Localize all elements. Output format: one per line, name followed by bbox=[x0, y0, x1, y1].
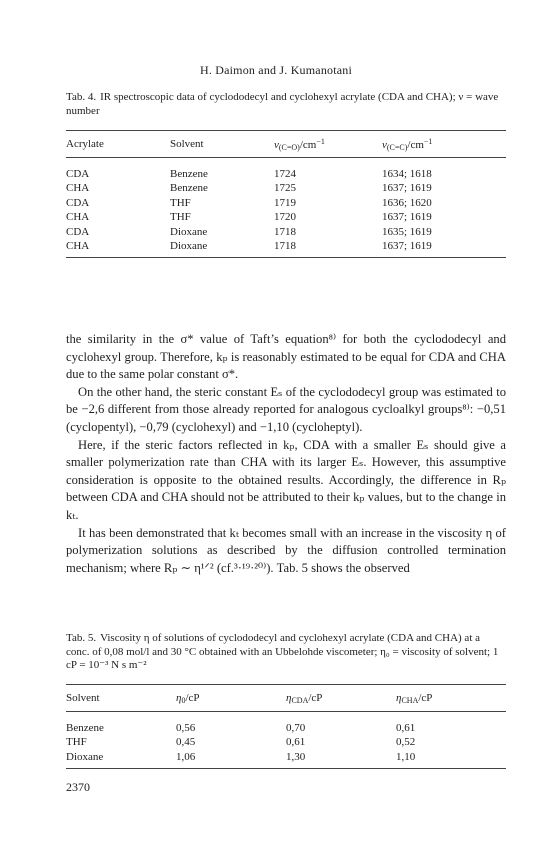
cell-nu-cc: 1637; 1619 bbox=[382, 211, 432, 224]
cell-eta0: 0,45 bbox=[176, 736, 196, 749]
eta-cda-unit: /cP bbox=[308, 691, 323, 704]
table5-col-eta-cha bbox=[396, 685, 506, 712]
paragraph: Here, if the steric factors reflected in kₚ, CDA with a smaller Eₛ should give a smaller polymerization rate than CHA with its larger Eₛ. However, this assumptive consideration is opposite to the obtained results. Accordingly, the difference in Rₚ between CDA and CHA should not be attributed to their kₚ values, but to the change in kₜ. bbox=[66, 437, 506, 522]
cell-eta-cha: 1,10 bbox=[396, 750, 506, 769]
table4-caption bbox=[66, 91, 506, 118]
cell-solvent: THF bbox=[170, 211, 191, 224]
paragraph: It has been demonstrated that kₜ becomes small with an increase in the viscosity η of polymerization solutions as described by the diffusion controlled termination mechanism; where Rₚ ∼ η¹ᐟ² (cf.³·¹⁹·²⁰⁾). Tab. 5 shows the observed bbox=[66, 525, 506, 575]
eta-cha-sub: CHA bbox=[401, 695, 419, 705]
nu-co-symbol: ν bbox=[274, 138, 279, 151]
cell-eta-cha: 0,52 bbox=[396, 736, 416, 749]
cell-solvent: Benzene bbox=[170, 168, 208, 180]
cell-acrylate: CHA bbox=[66, 182, 90, 195]
cell-solvent: Dioxane bbox=[170, 239, 274, 258]
cell-nu-co: 1724 bbox=[274, 168, 296, 180]
running-head: H. Daimon and J. Kumanotani bbox=[199, 63, 353, 77]
cell-solvent: Dioxane bbox=[66, 750, 176, 769]
cell-eta-cda: 1,30 bbox=[286, 750, 396, 769]
cell-acrylate: CDA bbox=[66, 168, 90, 180]
nu-cc-exp: −1 bbox=[423, 136, 433, 146]
cell-nu-co: 1720 bbox=[274, 211, 296, 224]
cell-nu-cc: 1637; 1619 bbox=[382, 239, 506, 258]
nu-cc-unit: /cm bbox=[407, 138, 424, 151]
table-row bbox=[66, 735, 506, 749]
table5-col-eta0 bbox=[176, 685, 286, 712]
nu-co-exp: −1 bbox=[316, 136, 325, 146]
table5-caption bbox=[66, 632, 506, 673]
eta-cda-sub: CDA bbox=[291, 695, 309, 705]
nu-cc-sub: (C=C) bbox=[386, 142, 408, 152]
table4-col-acrylate: Acrylate bbox=[66, 131, 170, 158]
nu-cc-symbol: ν bbox=[382, 138, 387, 151]
eta-cha-symbol: η bbox=[396, 691, 402, 704]
cell-eta0: 0,56 bbox=[176, 722, 196, 734]
eta0-sub: 0 bbox=[181, 695, 186, 705]
cell-solvent: THF bbox=[66, 736, 87, 749]
table-row bbox=[66, 196, 506, 210]
table4-col-nu-cc bbox=[382, 131, 506, 158]
nu-co-sub: (C=O) bbox=[278, 142, 300, 152]
cell-nu-co: 1718 bbox=[274, 225, 296, 238]
cell-solvent: Benzene bbox=[170, 182, 208, 195]
table-row bbox=[66, 750, 506, 769]
table5 bbox=[66, 684, 506, 769]
cell-solvent: Dioxane bbox=[170, 225, 208, 238]
table-row bbox=[66, 239, 506, 258]
cell-nu-cc: 1634; 1618 bbox=[382, 168, 432, 180]
page-number: 2370 bbox=[66, 780, 90, 794]
table4-caption-text: IR spectroscopic data of cyclododecyl and cyclohexyl acrylate (CDA and CHA); ν = wave number bbox=[66, 91, 499, 117]
cell-eta0: 1,06 bbox=[176, 750, 286, 769]
table-row bbox=[66, 712, 506, 736]
cell-acrylate: CDA bbox=[66, 225, 90, 238]
body-text bbox=[66, 331, 506, 577]
table-row bbox=[66, 210, 506, 224]
eta-cha-unit: /cP bbox=[418, 691, 433, 704]
cell-nu-cc: 1636; 1620 bbox=[382, 196, 432, 209]
cell-eta-cda: 0,70 bbox=[286, 722, 306, 734]
cell-nu-cc: 1637; 1619 bbox=[382, 182, 432, 195]
cell-acrylate: CDA bbox=[66, 196, 90, 209]
table4-header-row bbox=[66, 131, 506, 158]
table4-col-solvent: Solvent bbox=[170, 131, 274, 158]
cell-solvent: THF bbox=[170, 196, 191, 209]
table-row bbox=[66, 181, 506, 195]
cell-eta-cha: 0,61 bbox=[396, 722, 416, 734]
table5-col-solvent: Solvent bbox=[66, 685, 176, 712]
cell-nu-co: 1718 bbox=[274, 239, 382, 258]
table5-col-eta-cda bbox=[286, 685, 396, 712]
table4 bbox=[66, 130, 506, 258]
eta0-symbol: η bbox=[176, 691, 182, 704]
cell-nu-co: 1725 bbox=[274, 182, 296, 195]
cell-nu-cc: 1635; 1619 bbox=[382, 225, 432, 238]
table5-header-row bbox=[66, 685, 506, 712]
nu-co-unit: /cm bbox=[299, 138, 317, 151]
cell-acrylate: CHA bbox=[66, 239, 170, 258]
table4-col-nu-co bbox=[274, 131, 382, 158]
cell-solvent: Benzene bbox=[66, 722, 104, 734]
eta0-unit: /cP bbox=[185, 691, 200, 704]
table4-label: Tab. 4. bbox=[66, 91, 97, 103]
paragraph: On the other hand, the steric constant Eₛ of the cyclododecyl group was estimated to be −2,6 different from those already reported for analogous cycloalkyl groups⁸⁾: −0,51 (cyclopentyl), −0,79 (cyclohexyl) and −1,10 (cycloheptyl). bbox=[66, 384, 506, 434]
cell-eta-cda: 0,61 bbox=[286, 736, 306, 749]
table5-caption-text: Viscosity η of solutions of cyclododecyl and cyclohexyl acrylate (CDA and CHA) at a conc. of 0,08 mol/l and 30 °C obtained with an Ubbelohde viscometer; η₀ = viscosity of solvent; 1 cP = 10⁻³ N s m⁻² bbox=[66, 632, 499, 671]
table5-label: Tab. 5. bbox=[66, 632, 97, 644]
eta-cda-symbol: η bbox=[286, 691, 292, 704]
cell-acrylate: CHA bbox=[66, 211, 90, 224]
paragraph: the similarity in the σ* value of Taft’s equation⁸⁾ for both the cyclododecyl and cyclohexyl group. Therefore, kₚ is reasonably estimated to be equal for CDA and CHA due to the same polar constant σ*. bbox=[66, 332, 506, 382]
cell-nu-co: 1719 bbox=[274, 196, 296, 209]
table-row bbox=[66, 158, 506, 182]
table-row bbox=[66, 225, 506, 239]
